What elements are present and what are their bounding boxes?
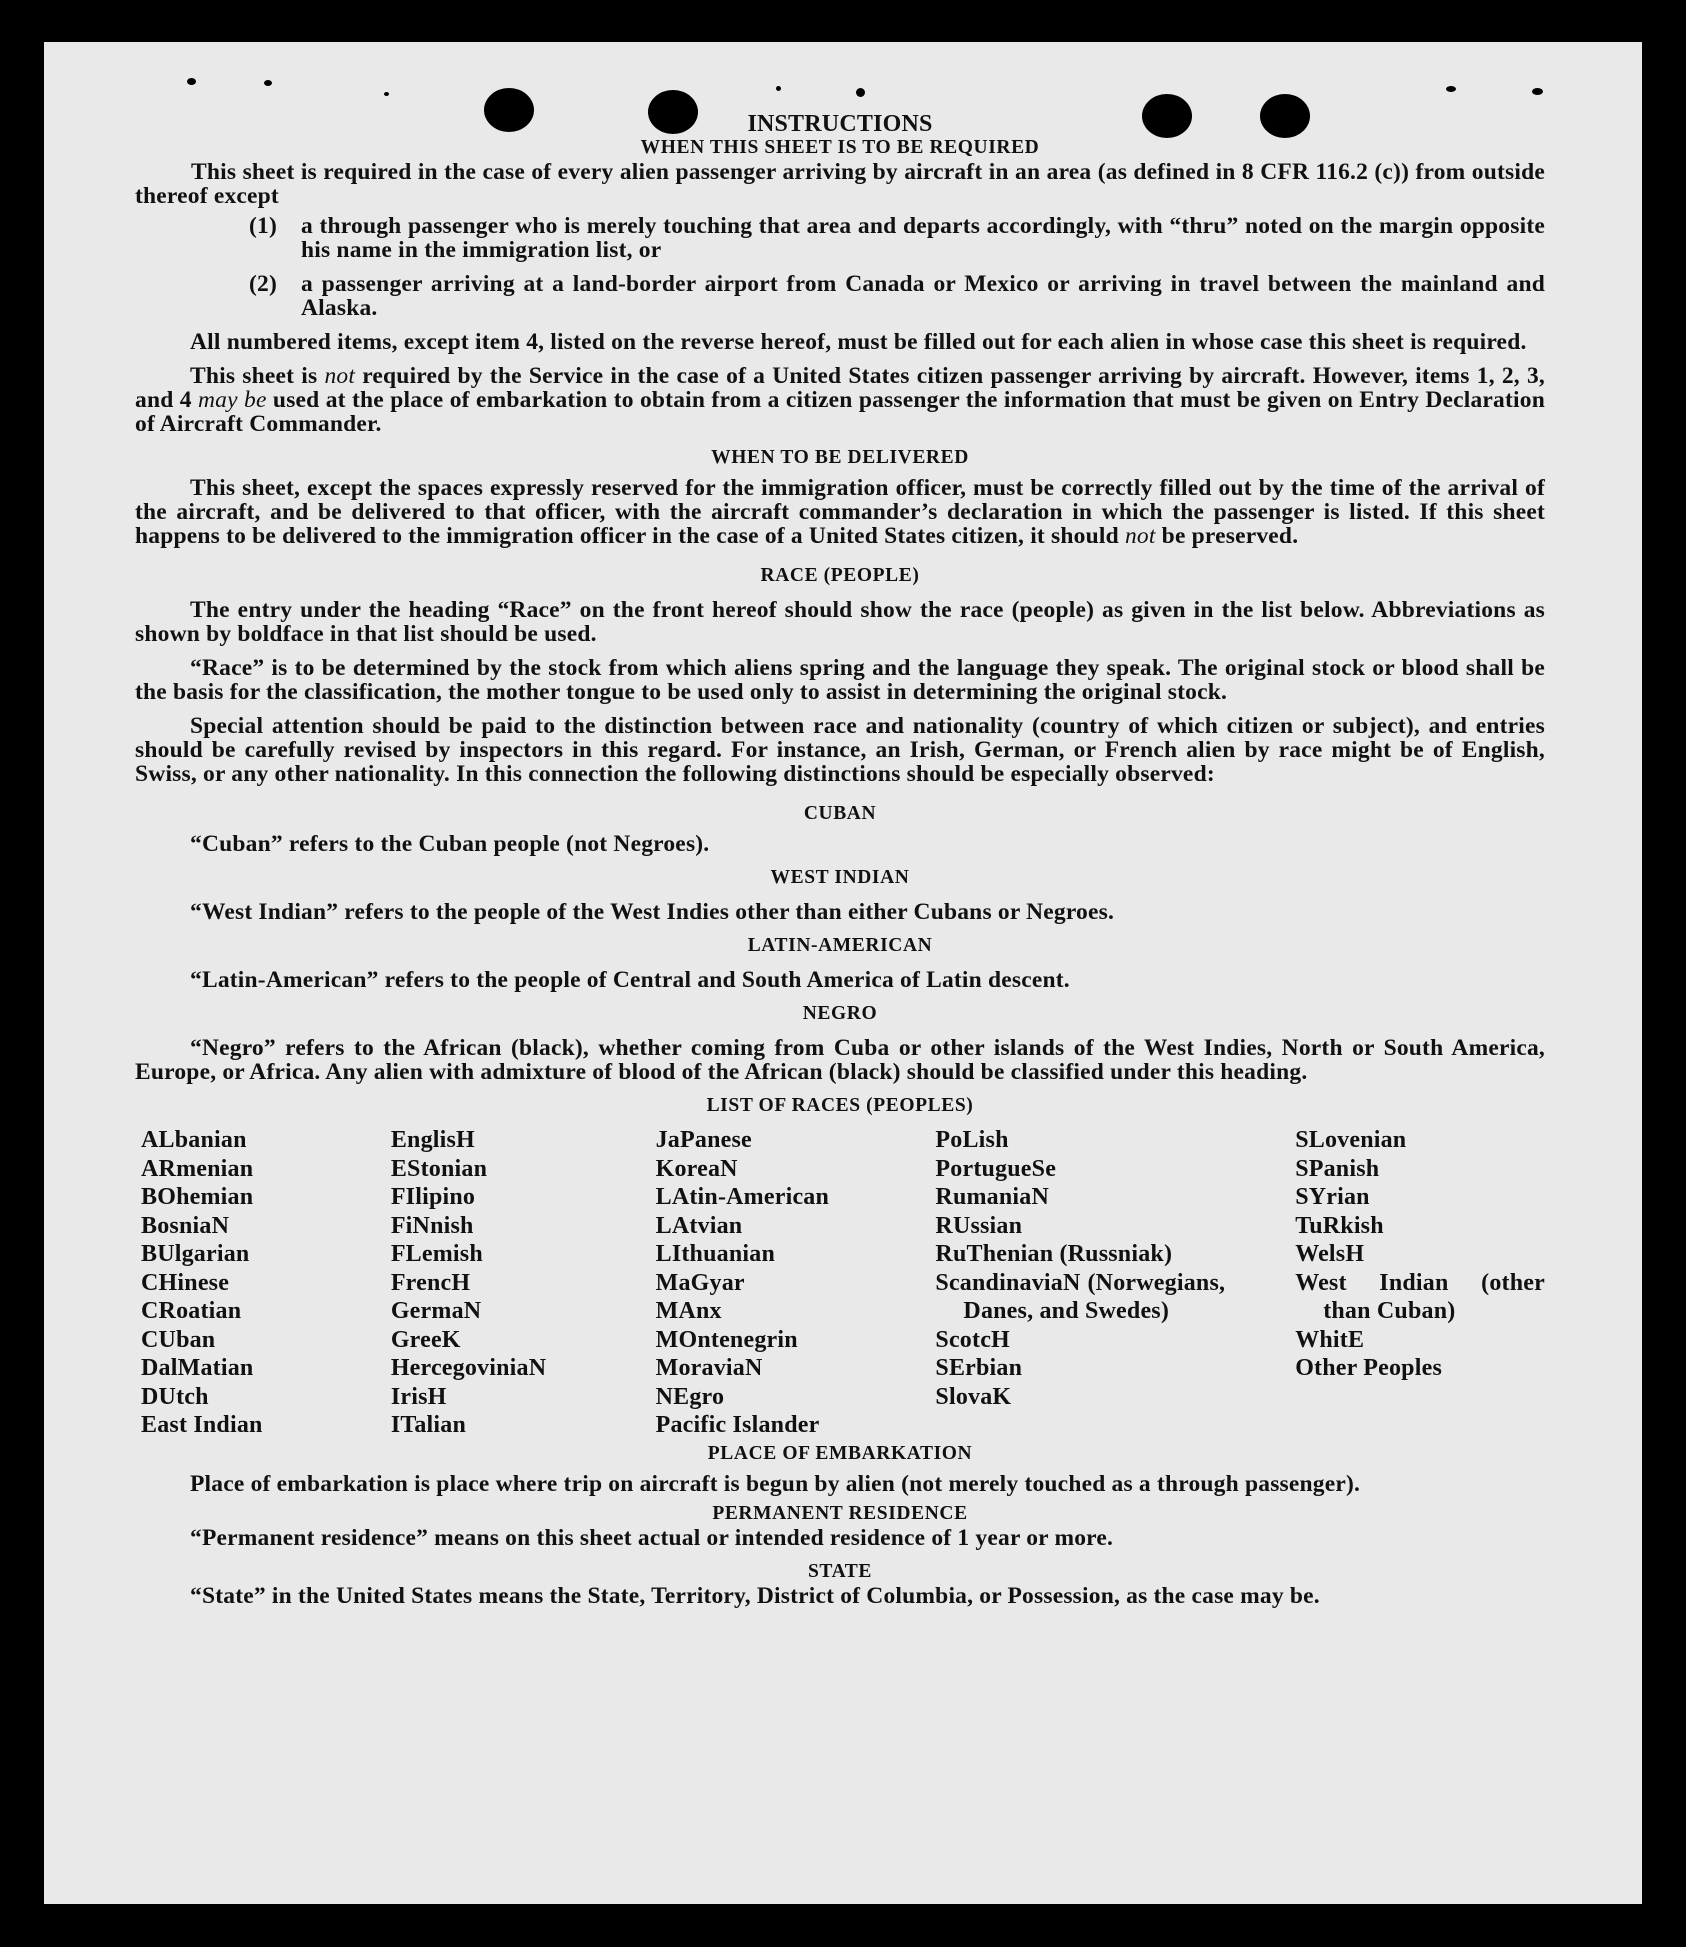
- race-entry: Other Peoples: [1295, 1355, 1442, 1381]
- race-entry: SlovaK: [935, 1383, 1012, 1410]
- race-entry: FLemish: [390, 1241, 483, 1267]
- item-number: (2): [249, 271, 278, 297]
- scan-speck: [264, 80, 272, 86]
- italic-text: may be: [198, 387, 267, 413]
- paragraph: “West Indian” refers to the people of the West Indies other than either Cubans or Negroes.: [190, 899, 1115, 925]
- section-heading: LIST OF RACES (PEOPLES): [706, 1095, 974, 1116]
- italic-text: not: [1124, 523, 1156, 549]
- scan-speck: [856, 88, 865, 97]
- paragraph: [135, 476, 1545, 548]
- race-entry: IrisH: [390, 1383, 447, 1410]
- race-entry: WelsH: [1295, 1241, 1365, 1267]
- race-entry: EnglisH: [390, 1127, 475, 1153]
- paragraph: “Cuban” refers to the Cuban people (not Negroes).: [190, 831, 710, 857]
- race-entry: CRoatian: [141, 1298, 242, 1324]
- item-text: a through passenger who is merely touching that area and departs accordingly, with “thru” noted on the margin opposite his name in the immigration list, or: [301, 213, 1545, 263]
- races-column: [135, 1126, 391, 1440]
- race-entry: ALbanian: [141, 1127, 247, 1153]
- race-entry: ITalian: [390, 1412, 467, 1438]
- race-entry: RumaniaN: [935, 1184, 1050, 1210]
- race-entry: GermaN: [390, 1298, 482, 1324]
- paragraph: Special attention should be paid to the distinction between race and nationality (country of which citizen or subject), and entries should be carefully revised by inspectors in this regard. For instance, an Irish, German, or French alien by race might be of English, Swiss, or any other nationality. In this connection the following distinctions should be especially observed:: [135, 713, 1545, 787]
- races-column: [656, 1126, 936, 1440]
- race-entry: GreeK: [390, 1326, 461, 1353]
- race-entry: LAtvian: [655, 1212, 743, 1239]
- section-heading: NEGRO: [802, 1003, 878, 1024]
- item-number: (1): [249, 213, 278, 239]
- paragraph: [135, 598, 1545, 646]
- race-entry: JaPanese: [655, 1127, 752, 1153]
- section-heading: PLACE OF EMBARKATION: [707, 1442, 973, 1464]
- paragraph: “Latin-American” refers to the people of Central and South America of Latin descent.: [190, 967, 1070, 993]
- race-entry: ScandinaviaN (Norwegians, Danes, and Swedes): [935, 1269, 1226, 1324]
- race-entry: EStonian: [390, 1155, 488, 1182]
- race-entry: RUssian: [935, 1212, 1023, 1239]
- race-entry: ScotcH: [935, 1326, 1010, 1353]
- race-entry: ARmenian: [141, 1155, 254, 1182]
- race-entry: MoraviaN: [655, 1355, 763, 1381]
- race-entry: MOntenegrin: [655, 1326, 798, 1353]
- race-entry: HercegoviniaN: [390, 1355, 547, 1381]
- text-run: This sheet is: [190, 363, 325, 389]
- section-heading: WHEN TO BE DELIVERED: [711, 447, 969, 468]
- scan-speck: [187, 78, 196, 85]
- race-entry: CHinese: [141, 1269, 230, 1296]
- race-entry: NEgro: [655, 1383, 725, 1410]
- item-text: a passenger arriving at a land-border airport from Canada or Mexico or arriving in travel between the mainland and Alaska.: [301, 271, 1545, 321]
- scan-speck: [776, 86, 781, 91]
- race-entry: BOhemian: [141, 1184, 254, 1210]
- exception-item: [249, 272, 1545, 320]
- race-entry: PortugueSe: [935, 1155, 1057, 1182]
- race-entry: BUlgarian: [141, 1241, 250, 1267]
- section-heading: LATIN-AMERICAN: [747, 935, 933, 956]
- text-run: be preserved.: [1155, 523, 1299, 549]
- race-entry: LAtin-American: [655, 1184, 830, 1210]
- races-column: [391, 1126, 656, 1440]
- race-entry: BosniaN: [141, 1212, 230, 1239]
- race-entry: SLovenian: [1295, 1127, 1407, 1153]
- text-run: in that list should be used.: [323, 621, 597, 647]
- scan-speck: [1532, 88, 1543, 95]
- page-title: INSTRUCTIONS: [747, 111, 933, 137]
- section-heading: WHEN THIS SHEET IS TO BE REQUIRED: [640, 137, 1040, 158]
- paragraph: All numbered items, except item 4, listed on the reverse hereof, must be filled out for each alien in whose case this sheet is required.: [190, 329, 1527, 355]
- races-list: [135, 1126, 1545, 1440]
- race-entry: FIlipino: [390, 1184, 476, 1210]
- paragraph: “Race” is to be determined by the stock from which aliens spring and the language they speak. The original stock or blood shall be the basis for the classification, the mother tongue to be used only to assist in determining the original stock.: [135, 655, 1545, 705]
- race-entry: KoreaN: [655, 1155, 738, 1182]
- exception-item: [249, 214, 1545, 262]
- race-entry: WhitE: [1295, 1326, 1365, 1353]
- paragraph: “State” in the United States means the State, Territory, District of Columbia, or Possession, as the case may be.: [190, 1582, 1320, 1609]
- paragraph: Place of embarkation is place where trip on aircraft is begun by alien (not merely touched as a through passenger).: [190, 1470, 1361, 1497]
- race-entry: MAnx: [655, 1298, 722, 1324]
- section-heading: WEST INDIAN: [770, 867, 910, 888]
- races-column: [935, 1126, 1295, 1440]
- section-heading: CUBAN: [803, 803, 877, 824]
- section-heading: RACE (PEOPLE): [760, 565, 920, 586]
- race-entry: RuThenian (Russniak): [935, 1241, 1173, 1267]
- races-column: [1295, 1126, 1545, 1440]
- race-entry: SYrian: [1295, 1184, 1370, 1210]
- race-entry: DalMatian: [141, 1355, 254, 1381]
- race-entry: FrencH: [390, 1269, 471, 1296]
- race-entry: DUtch: [141, 1383, 209, 1410]
- race-entry: TuRkish: [1295, 1212, 1384, 1239]
- race-entry: FiNnish: [390, 1212, 474, 1239]
- bold-text: boldface: [237, 621, 324, 647]
- race-entry: West Indian (other than Cuban): [1295, 1269, 1545, 1324]
- text-run: The entry under the heading “Race” on the front hereof should show the race (people) as given in the list below. Abbreviations as shown by: [135, 597, 1545, 647]
- text-run: This sheet, except the spaces expressly reserved for the immigration officer, must be correctly filled out by the time of the arrival of the aircraft, and be delivered to that officer, with the aircraft commander’s declaration in which the passenger is listed. If this sheet happens to be delivered to the immigration officer in the case of a United States citizen, it should: [135, 475, 1545, 549]
- race-entry: CUban: [141, 1326, 216, 1353]
- document-page: [44, 42, 1642, 1904]
- race-entry: SErbian: [935, 1355, 1023, 1381]
- race-entry: PoLish: [935, 1127, 1009, 1153]
- text-run: required by the Service in the case of a United States citizen passenger arriving by aircraft. However, items 1, 2, 3, and 4: [135, 363, 1545, 413]
- paragraph: [135, 160, 1545, 208]
- paragraph: “Negro” refers to the African (black), whether coming from Cuba or other islands of the West Indies, North or South America, Europe, or Africa. Any alien with admixture of blood of the African (black) should be classified under this heading.: [135, 1035, 1545, 1085]
- paragraph: “Permanent residence” means on this sheet actual or intended residence of 1 year or more.: [190, 1524, 1114, 1551]
- scan-speck: [1446, 86, 1456, 92]
- text-run: used at the place of embarkation to obtain from a citizen passenger the information that must be given on Entry Declaration of Aircraft Commander.: [135, 387, 1545, 437]
- race-entry: East Indian: [141, 1412, 263, 1438]
- paragraph: [135, 364, 1545, 436]
- race-entry: MaGyar: [655, 1269, 745, 1296]
- race-entry: SPanish: [1295, 1155, 1380, 1182]
- paragraph-text: This sheet is required in the case of every alien passenger arriving by aircraft in an area (as defined in 8 CFR 116.2 (c)) from outside thereof except: [135, 159, 1545, 209]
- scan-speck: [384, 92, 389, 96]
- section-heading: STATE: [807, 1560, 873, 1582]
- italic-text: not: [324, 363, 356, 389]
- section-heading: PERMANENT RESIDENCE: [712, 1502, 968, 1524]
- instructions-text: [135, 112, 1545, 1608]
- race-entry: Pacific Islander: [655, 1412, 820, 1438]
- race-entry: LIthuanian: [655, 1241, 776, 1267]
